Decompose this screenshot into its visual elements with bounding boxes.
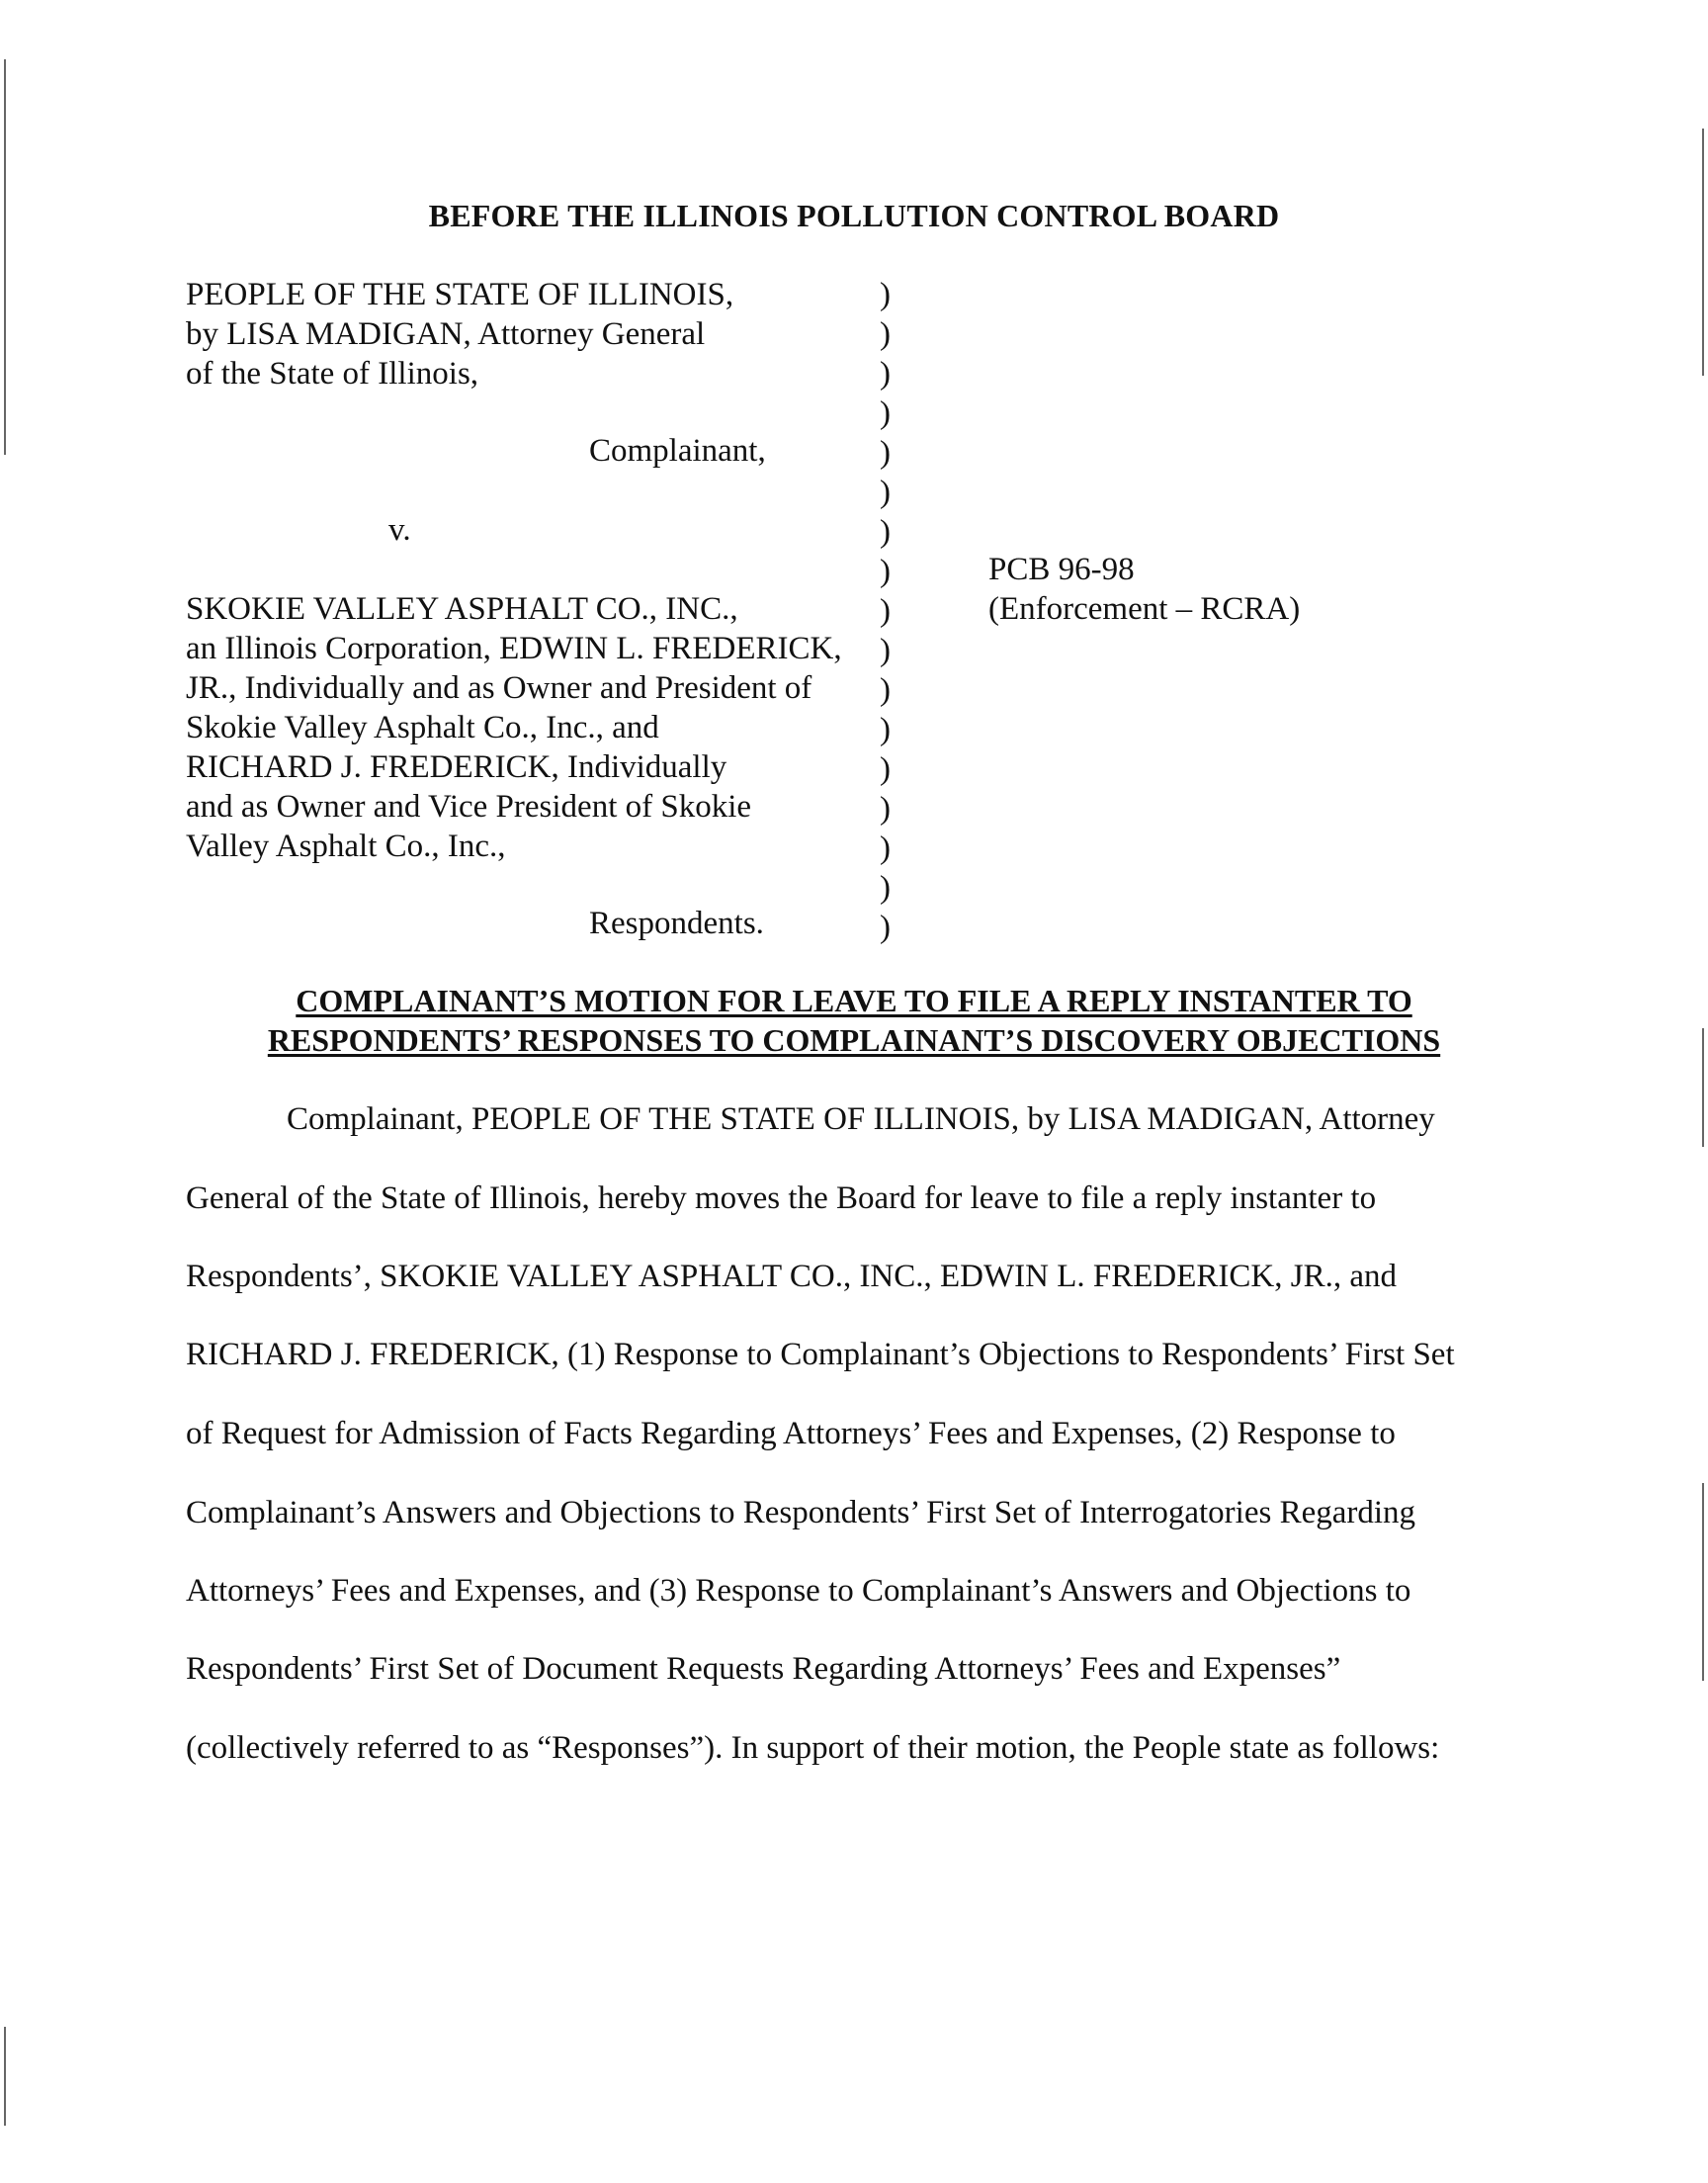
caption-paren: ) — [880, 356, 891, 392]
caption-paren: ) — [880, 672, 891, 708]
case-number: PCB 96-98 — [988, 552, 1135, 587]
respondent-line: an Illinois Corporation, EDWIN L. FREDERICK, — [186, 631, 842, 666]
scan-edge-mark-left — [4, 59, 6, 455]
respondent-line: RICHARD J. FREDERICK, Individually — [186, 749, 727, 785]
scan-edge-mark-right-lower — [1702, 1483, 1704, 1681]
respondent-role: Respondents. — [589, 906, 764, 941]
scan-edge-mark-right — [1702, 129, 1704, 376]
caption-paren: ) — [880, 435, 891, 471]
caption-paren: ) — [880, 791, 891, 827]
caption-paren: ) — [880, 593, 891, 629]
body-line: RICHARD J. FREDERICK, (1) Response to Complainant’s Objections to Respondents’ First Set — [186, 1337, 1455, 1372]
motion-title-line-2: RESPONDENTS’ RESPONSES TO COMPLAINANT’S DISCOVERY OBJECTIONS — [267, 1022, 1441, 1058]
caption-paren: ) — [880, 751, 891, 787]
respondent-line: Valley Asphalt Co., Inc., — [186, 829, 506, 864]
body-line: Respondents’ First Set of Document Requests Regarding Attorneys’ Fees and Expenses” — [186, 1651, 1341, 1687]
body-line: (collectively referred to as “Responses”). In support of their motion, the People state as follows: — [186, 1730, 1440, 1766]
versus-label: v. — [388, 512, 411, 548]
caption-paren: ) — [880, 277, 891, 312]
complainant-line: by LISA MADIGAN, Attorney General — [186, 316, 706, 352]
respondent-line: JR., Individually and as Owner and President of — [186, 670, 812, 706]
body-line: Complainant’s Answers and Objections to Respondents’ First Set of Interrogatories Regarding — [186, 1495, 1416, 1530]
respondent-line: Skokie Valley Asphalt Co., Inc., and — [186, 710, 659, 745]
caption-paren: ) — [880, 554, 891, 589]
body-line: of Request for Admission of Facts Regarding Attorneys’ Fees and Expenses, (2) Response to — [186, 1416, 1396, 1451]
court-heading: BEFORE THE ILLINOIS POLLUTION CONTROL BOARD — [428, 198, 1280, 233]
caption-paren: ) — [880, 712, 891, 747]
complainant-line: of the State of Illinois, — [186, 356, 479, 392]
respondent-line: SKOKIE VALLEY ASPHALT CO., INC., — [186, 591, 738, 627]
caption-paren: ) — [880, 316, 891, 352]
caption-paren: ) — [880, 633, 891, 668]
caption-paren: ) — [880, 514, 891, 550]
motion-title — [0, 981, 1708, 1060]
motion-title-line-1: COMPLAINANT’S MOTION FOR LEAVE TO FILE A REPLY INSTANTER TO — [296, 983, 1412, 1018]
complainant-line: PEOPLE OF THE STATE OF ILLINOIS, — [186, 277, 734, 312]
body-line: Complainant, PEOPLE OF THE STATE OF ILLINOIS, by LISA MADIGAN, Attorney — [287, 1101, 1435, 1137]
caption-paren: ) — [880, 910, 891, 945]
scan-edge-mark-left-lower — [4, 2027, 6, 2126]
case-type: (Enforcement – RCRA) — [988, 591, 1301, 627]
respondent-line: and as Owner and Vice President of Skokie — [186, 789, 752, 825]
body-line: General of the State of Illinois, hereby moves the Board for leave to file a reply instanter to — [186, 1180, 1377, 1216]
caption-paren: ) — [880, 395, 891, 431]
caption-paren: ) — [880, 475, 891, 510]
body-line: Respondents’, SKOKIE VALLEY ASPHALT CO., INC., EDWIN L. FREDERICK, JR., and — [186, 1259, 1397, 1294]
body-line: Attorneys’ Fees and Expenses, and (3) Response to Complainant’s Answers and Objections to — [186, 1573, 1411, 1609]
caption-paren: ) — [880, 870, 891, 906]
complainant-role: Complainant, — [589, 433, 766, 469]
caption-paren: ) — [880, 830, 891, 866]
